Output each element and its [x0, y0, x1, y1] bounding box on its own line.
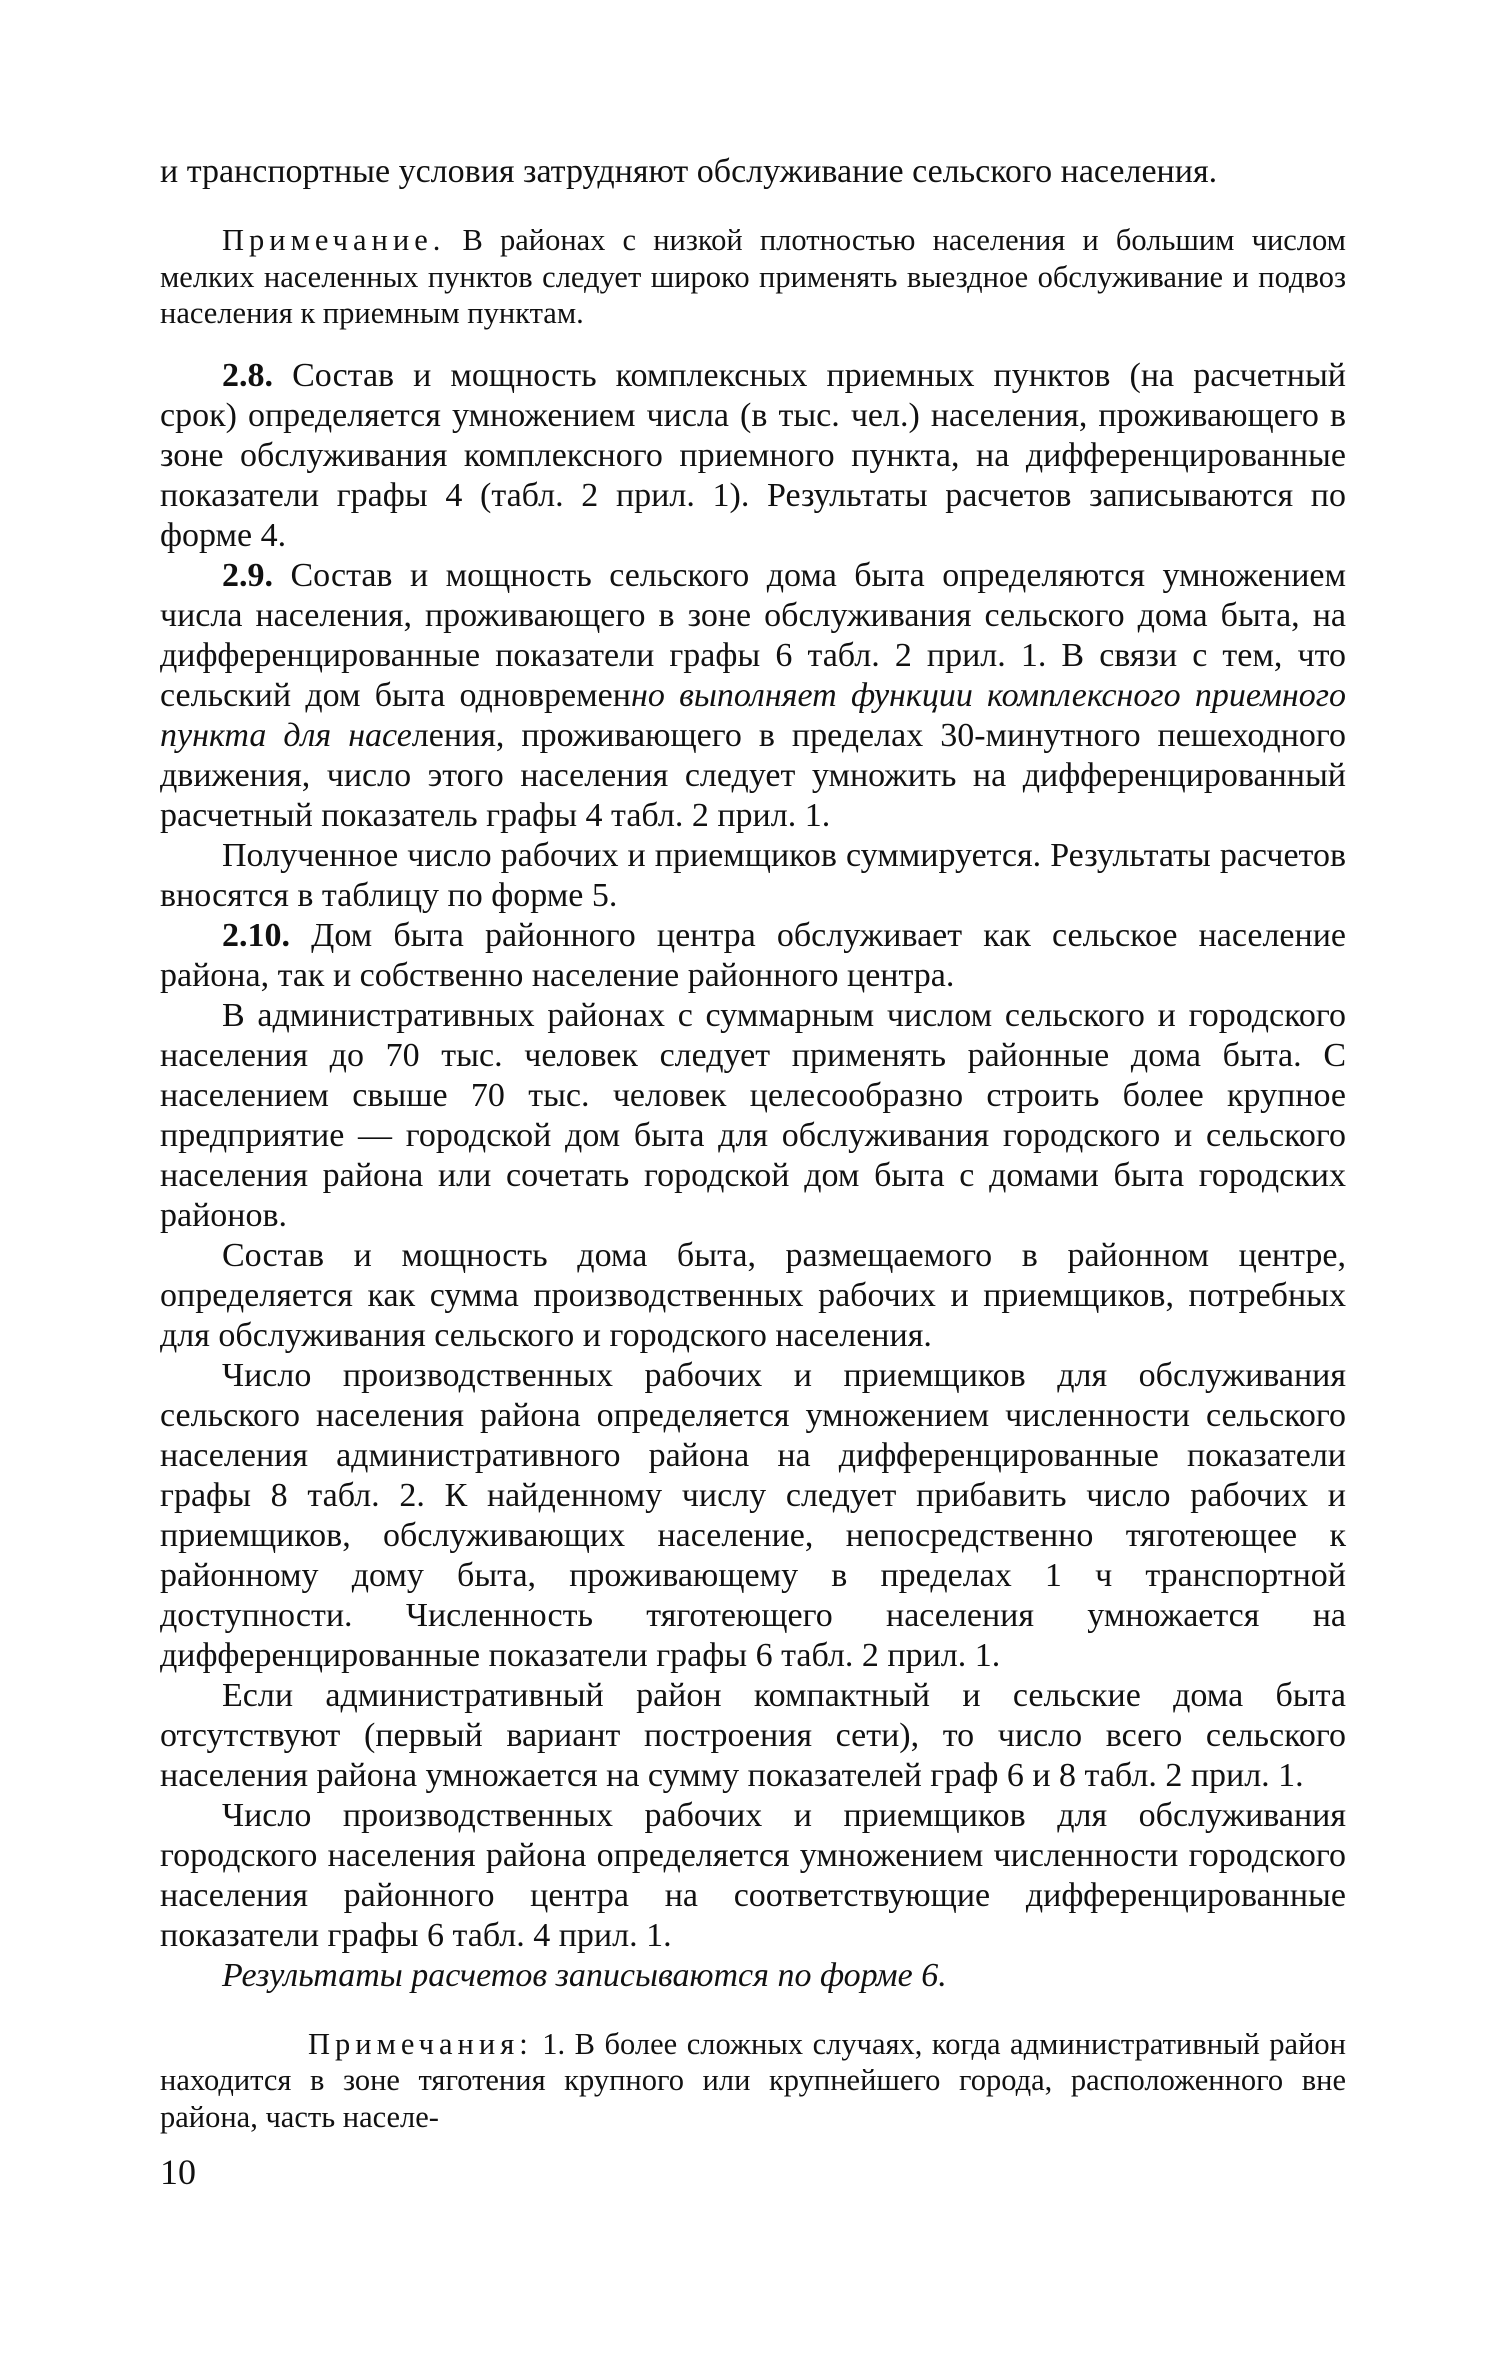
notes-label: Примечания: — [308, 2026, 533, 2061]
paragraph — [160, 1236, 1346, 1356]
paragraph — [160, 1796, 1346, 1956]
paragraph-text: Результаты расчетов записываются по форме 6. — [222, 1956, 947, 1994]
section-text: Дом быта районного центра обслуживает как сельское население района, так и собственно население районного центра. — [160, 916, 1346, 994]
page-body — [160, 152, 1346, 2135]
paragraph — [160, 836, 1346, 916]
section-number: 2.9. — [222, 556, 273, 594]
section-text: ления, проживающего в пределах 30-минутного пешеходного движения, число этого населения следует умножить на дифференцированный расчетный показатель графы 4 табл. 2 прил. 1. — [160, 716, 1346, 834]
notes-paragraph — [160, 2026, 1346, 2136]
section-text-italic: но выполняет функции комплексного приемного пункта для насе — [160, 676, 1346, 754]
notes-text: 1. В более сложных случаях, когда административный район находится в зоне тяготения крупного или крупнейшего города, расположенного вне района, часть населе- — [160, 2026, 1346, 2134]
section-text: Состав и мощность сельского дома быта определяются умножением числа населения, проживающего в зоне обслуживания сельского дома быта, на дифференцированные показатели графы 6 табл. 2 прил. 1. В связи с тем, что сельский дом быта одновремен — [160, 556, 1346, 714]
section-2-9 — [160, 556, 1346, 836]
paragraph-text: Число производственных рабочих и приемщиков для обслуживания городского населения района определяется умножением численности городского населения районного центра на соответствующие дифференцированные показатели графы 6 табл. 4 прил. 1. — [160, 1796, 1346, 1954]
note-text: В районах с низкой плотностью населения и большим числом мелких населенных пунктов следует широко применять выездное обслуживание и подвоз населения к приемным пунктам. — [160, 223, 1346, 330]
paragraph-text: В административных районах с суммарным числом сельского и городского населения до 70 тыс. человек следует применять районные дома быта. С населением свыше 70 тыс. человек целесообразно строить более крупное предприятие — городской дом быта для обслуживания городского и сельского населения района или сочетать городской дом быта с домами быта городских районов. — [160, 996, 1346, 1234]
paragraph-italic — [160, 1956, 1346, 1996]
note-paragraph — [160, 222, 1346, 332]
paragraph-text: и транспортные условия затрудняют обслуживание сельского населения. — [160, 153, 1218, 190]
section-number: 2.10. — [222, 916, 290, 954]
page-number: 10 — [160, 2152, 196, 2192]
paragraph — [160, 1356, 1346, 1676]
section-2-10 — [160, 916, 1346, 996]
paragraph — [160, 1676, 1346, 1796]
paragraph-text: Число производственных рабочих и приемщиков для обслуживания сельского населения района определяется умножением численности сельского населения административного района на дифференцированные показатели графы 8 табл. 2. К найденному числу следует прибавить число рабочих и приемщиков, обслуживающих население, непосредственно тяготеющее к районному дому быта, проживающему в пределах 1 ч транспортной доступности. Численность тяготеющего населения умножается на дифференцированные показатели графы 6 табл. 2 прил. 1. — [160, 1356, 1346, 1674]
paragraph — [160, 996, 1346, 1236]
paragraph-continuation — [160, 152, 1346, 192]
paragraph-text: Состав и мощность дома быта, размещаемого в районном центре, определяется как сумма производственных рабочих и приемщиков, потребных для обслуживания сельского и городского населения. — [160, 1236, 1346, 1354]
section-number: 2.8. — [222, 356, 273, 394]
paragraph-text: Полученное число рабочих и приемщиков суммируется. Результаты расчетов вносятся в таблицу по форме 5. — [160, 836, 1346, 914]
paragraph-text: Если административный район компактный и сельские дома быта отсутствуют (первый вариант построения сети), то число всего сельского населения района умножается на сумму показателей граф 6 и 8 табл. 2 прил. 1. — [160, 1676, 1346, 1794]
note-label: Примечание. — [222, 223, 446, 257]
section-2-8 — [160, 356, 1346, 556]
section-text: Состав и мощность комплексных приемных пунктов (на расчетный срок) определяется умножением числа (в тыс. чел.) населения, проживающего в зоне обслуживания комплексного приемного пункта, на дифференцированные показатели графы 4 (табл. 2 прил. 1). Результаты расчетов записываются по форме 4. — [160, 356, 1346, 554]
